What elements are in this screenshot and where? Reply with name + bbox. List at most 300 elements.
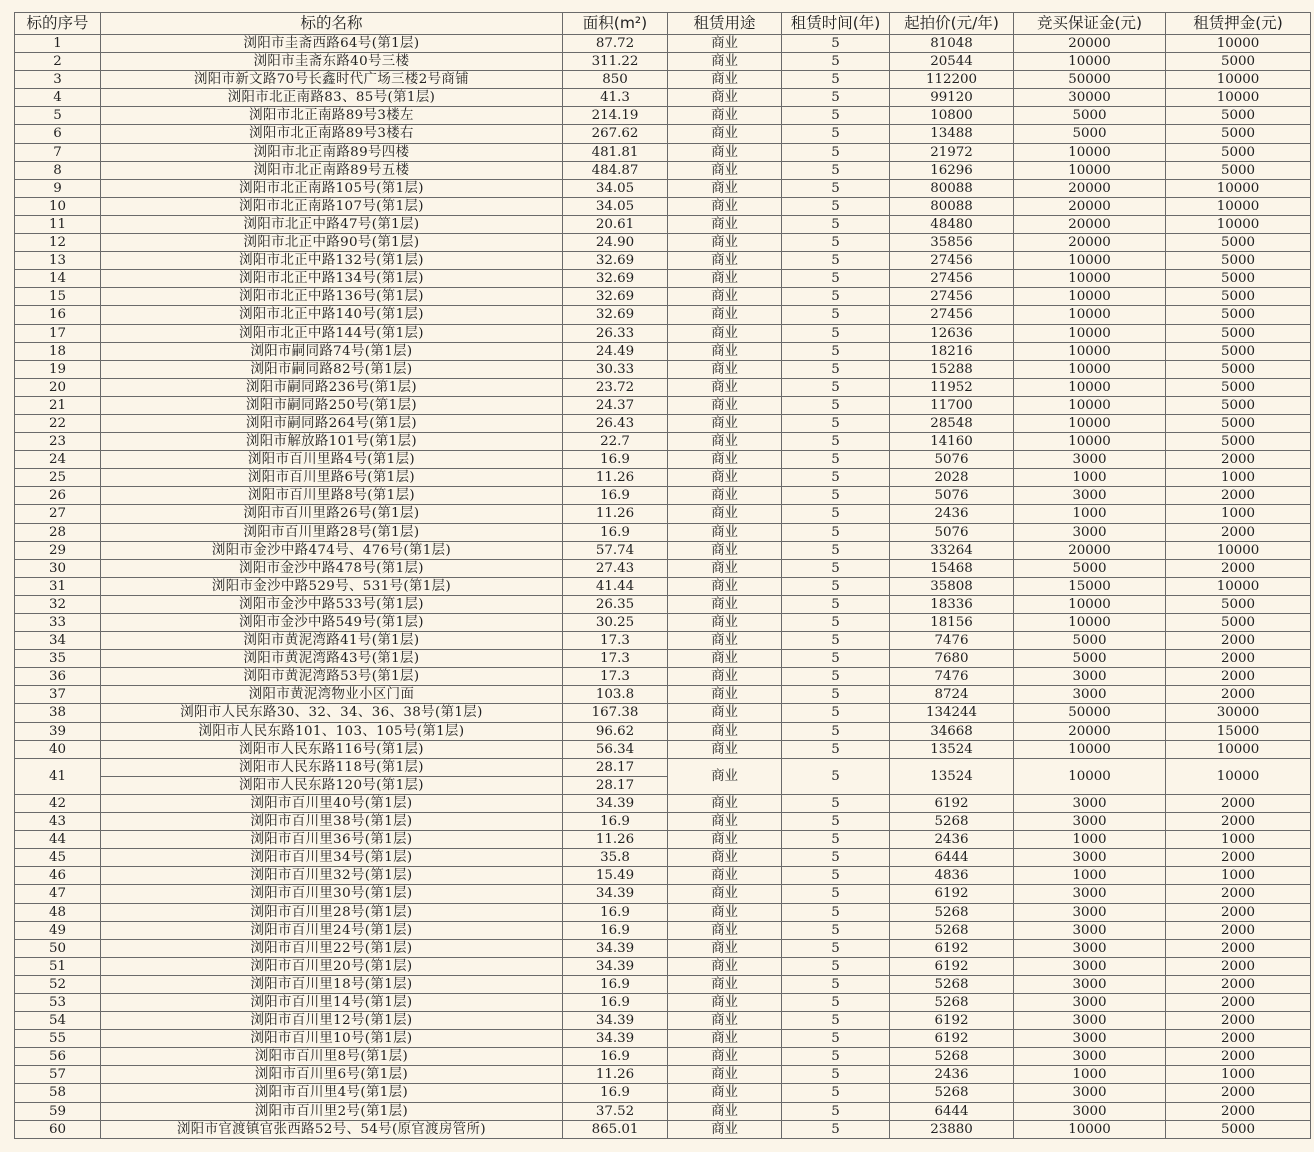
table-row [15,1048,1311,1066]
cell-index: 28 [15,523,101,541]
cell-area: 34.39 [563,1030,668,1048]
cell-index: 55 [15,1030,101,1048]
cell-pledge: 2000 [1166,957,1311,975]
cell-pledge: 2000 [1166,849,1311,867]
cell-name: 浏阳市人民东路118号(第1层) [101,758,563,776]
cell-deposit: 10000 [1014,414,1166,432]
cell-use: 商业 [668,957,782,975]
cell-name: 浏阳市嗣同路74号(第1层) [101,342,563,360]
cell-deposit: 1000 [1014,867,1166,885]
cell-deposit: 3000 [1014,1012,1166,1030]
cell-index: 19 [15,360,101,378]
cell-years: 5 [782,252,890,270]
cell-use: 商业 [668,668,782,686]
cell-years: 5 [782,107,890,125]
cell-area: 30.33 [563,360,668,378]
cell-area: 34.39 [563,957,668,975]
cell-pledge: 5000 [1166,306,1311,324]
cell-price: 2028 [890,469,1014,487]
cell-index: 57 [15,1066,101,1084]
cell-name: 浏阳市人民东路101、103、105号(第1层) [101,722,563,740]
cell-index: 34 [15,632,101,650]
cell-years: 5 [782,559,890,577]
table-row [15,469,1311,487]
cell-name: 浏阳市北正中路140号(第1层) [101,306,563,324]
table-row [15,179,1311,197]
cell-area: 23.72 [563,378,668,396]
cell-area: 41.44 [563,577,668,595]
table-row [15,993,1311,1011]
cell-area: 26.33 [563,324,668,342]
cell-name: 浏阳市百川里38号(第1层) [101,813,563,831]
cell-use: 商业 [668,632,782,650]
cell-area: 87.72 [563,35,668,53]
cell-price: 33264 [890,541,1014,559]
cell-deposit: 1000 [1014,831,1166,849]
cell-price: 18156 [890,614,1014,632]
cell-index: 25 [15,469,101,487]
cell-deposit: 5000 [1014,107,1166,125]
cell-deposit: 10000 [1014,288,1166,306]
cell-name: 浏阳市黄泥湾路53号(第1层) [101,668,563,686]
cell-pledge: 2000 [1166,813,1311,831]
table-row [15,396,1311,414]
cell-pledge: 2000 [1166,939,1311,957]
cell-name: 浏阳市百川里40号(第1层) [101,794,563,812]
cell-price: 18336 [890,595,1014,613]
cell-price: 80088 [890,179,1014,197]
cell-index: 35 [15,650,101,668]
cell-deposit: 3000 [1014,686,1166,704]
cell-pledge: 1000 [1166,831,1311,849]
cell-use: 商业 [668,197,782,215]
cell-deposit: 10000 [1014,360,1166,378]
table-row [15,867,1311,885]
cell-price: 6192 [890,939,1014,957]
cell-use: 商业 [668,921,782,939]
cell-years: 5 [782,306,890,324]
cell-use: 商业 [668,378,782,396]
cell-use: 商业 [668,360,782,378]
cell-deposit: 3000 [1014,993,1166,1011]
cell-deposit: 5000 [1014,632,1166,650]
cell-area: 41.3 [563,89,668,107]
cell-index: 17 [15,324,101,342]
cell-price: 6192 [890,1030,1014,1048]
cell-index: 12 [15,234,101,252]
cell-price: 2436 [890,505,1014,523]
cell-years: 5 [782,487,890,505]
cell-use: 商业 [668,903,782,921]
cell-price: 16296 [890,161,1014,179]
cell-price: 14160 [890,433,1014,451]
cell-years: 5 [782,414,890,432]
cell-deposit: 10000 [1014,614,1166,632]
table-row [15,650,1311,668]
cell-index: 58 [15,1084,101,1102]
cell-price: 5268 [890,1048,1014,1066]
cell-name: 浏阳市人民东路116号(第1层) [101,740,563,758]
cell-area: 16.9 [563,921,668,939]
cell-use: 商业 [668,1084,782,1102]
cell-deposit: 20000 [1014,197,1166,215]
cell-area: 26.43 [563,414,668,432]
cell-index: 15 [15,288,101,306]
cell-index: 59 [15,1102,101,1120]
cell-deposit: 3000 [1014,523,1166,541]
table-row [15,487,1311,505]
cell-use: 商业 [668,306,782,324]
cell-pledge: 2000 [1166,668,1311,686]
cell-pledge: 5000 [1166,414,1311,432]
cell-index: 44 [15,831,101,849]
cell-years: 5 [782,975,890,993]
cell-years: 5 [782,451,890,469]
cell-price: 15468 [890,559,1014,577]
cell-area: 267.62 [563,125,668,143]
cell-use: 商业 [668,849,782,867]
cell-index: 54 [15,1012,101,1030]
table-row [15,794,1311,812]
cell-use: 商业 [668,451,782,469]
cell-price: 23880 [890,1120,1014,1138]
cell-pledge: 2000 [1166,993,1311,1011]
cell-price: 5076 [890,523,1014,541]
cell-name: 浏阳市北正南路89号四楼 [101,143,563,161]
cell-name: 浏阳市百川里28号(第1层) [101,903,563,921]
cell-name: 浏阳市百川里2号(第1层) [101,1102,563,1120]
table-row [15,342,1311,360]
cell-deposit: 50000 [1014,704,1166,722]
cell-years: 5 [782,577,890,595]
cell-area: 214.19 [563,107,668,125]
cell-use: 商业 [668,252,782,270]
cell-name: 浏阳市嗣同路236号(第1层) [101,378,563,396]
cell-use: 商业 [668,487,782,505]
cell-years: 5 [782,288,890,306]
cell-name: 浏阳市百川里14号(第1层) [101,993,563,1011]
cell-name: 浏阳市百川里36号(第1层) [101,831,563,849]
cell-use: 商业 [668,1048,782,1066]
cell-pledge: 2000 [1166,1012,1311,1030]
cell-deposit: 3000 [1014,903,1166,921]
cell-pledge: 5000 [1166,53,1311,71]
cell-price: 28548 [890,414,1014,432]
table-row [15,288,1311,306]
cell-pledge: 2000 [1166,632,1311,650]
cell-name: 浏阳市圭斋西路64号(第1层) [101,35,563,53]
cell-price: 5268 [890,921,1014,939]
cell-deposit: 3000 [1014,1048,1166,1066]
cell-pledge: 5000 [1166,342,1311,360]
cell-deposit: 3000 [1014,1084,1166,1102]
table-row [15,903,1311,921]
cell-index: 41 [15,758,101,794]
cell-pledge: 1000 [1166,867,1311,885]
cell-area: 28.17 [563,758,668,776]
cell-pledge: 10000 [1166,740,1311,758]
cell-use: 商业 [668,794,782,812]
cell-years: 5 [782,35,890,53]
cell-price: 134244 [890,704,1014,722]
cell-index: 23 [15,433,101,451]
cell-index: 29 [15,541,101,559]
cell-index: 43 [15,813,101,831]
cell-price: 20544 [890,53,1014,71]
table-row [15,595,1311,613]
table-row [15,71,1311,89]
cell-use: 商业 [668,595,782,613]
cell-years: 5 [782,595,890,613]
cell-area: 865.01 [563,1120,668,1138]
table-row [15,1012,1311,1030]
cell-price: 5076 [890,451,1014,469]
table-row [15,143,1311,161]
cell-years: 5 [782,1012,890,1030]
cell-use: 商业 [668,469,782,487]
cell-area: 311.22 [563,53,668,71]
cell-area: 17.3 [563,668,668,686]
cell-area: 34.05 [563,179,668,197]
cell-price: 13524 [890,740,1014,758]
cell-pledge: 15000 [1166,722,1311,740]
cell-price: 5268 [890,813,1014,831]
cell-pledge: 2000 [1166,559,1311,577]
cell-index: 53 [15,993,101,1011]
cell-deposit: 10000 [1014,1120,1166,1138]
cell-name: 浏阳市百川里路28号(第1层) [101,523,563,541]
cell-name: 浏阳市北正中路90号(第1层) [101,234,563,252]
cell-index: 7 [15,143,101,161]
cell-use: 商业 [668,704,782,722]
cell-use: 商业 [668,686,782,704]
cell-area: 850 [563,71,668,89]
table-row [15,523,1311,541]
cell-index: 9 [15,179,101,197]
cell-name: 浏阳市北正中路134号(第1层) [101,270,563,288]
cell-area: 11.26 [563,1066,668,1084]
table-row [15,324,1311,342]
cell-pledge: 5000 [1166,234,1311,252]
cell-years: 5 [782,324,890,342]
cell-deposit: 20000 [1014,215,1166,233]
cell-deposit: 10000 [1014,306,1166,324]
cell-price: 11700 [890,396,1014,414]
cell-pledge: 5000 [1166,288,1311,306]
table-row [15,1066,1311,1084]
cell-area: 35.8 [563,849,668,867]
cell-pledge: 2000 [1166,903,1311,921]
cell-years: 5 [782,378,890,396]
table-row [15,1120,1311,1138]
cell-price: 6192 [890,794,1014,812]
cell-name: 浏阳市百川里路4号(第1层) [101,451,563,469]
cell-price: 10800 [890,107,1014,125]
table-row [15,414,1311,432]
cell-area: 11.26 [563,469,668,487]
cell-years: 5 [782,957,890,975]
cell-years: 5 [782,831,890,849]
cell-pledge: 5000 [1166,324,1311,342]
table-row [15,35,1311,53]
cell-area: 57.74 [563,541,668,559]
cell-deposit: 3000 [1014,957,1166,975]
cell-price: 35808 [890,577,1014,595]
table-row [15,505,1311,523]
cell-price: 6192 [890,1012,1014,1030]
cell-area: 32.69 [563,252,668,270]
cell-name: 浏阳市百川里路8号(第1层) [101,487,563,505]
table-row [15,125,1311,143]
cell-years: 5 [782,342,890,360]
cell-area: 16.9 [563,975,668,993]
cell-use: 商业 [668,614,782,632]
cell-name: 浏阳市金沙中路549号(第1层) [101,614,563,632]
cell-years: 5 [782,125,890,143]
cell-years: 5 [782,1102,890,1120]
cell-pledge: 5000 [1166,125,1311,143]
cell-name: 浏阳市黄泥湾路43号(第1层) [101,650,563,668]
cell-area: 16.9 [563,1048,668,1066]
cell-deposit: 20000 [1014,234,1166,252]
cell-price: 5268 [890,1084,1014,1102]
cell-price: 80088 [890,197,1014,215]
cell-pledge: 2000 [1166,451,1311,469]
cell-area: 16.9 [563,1084,668,1102]
header-deposit: 竞买保证金(元) [1014,13,1166,35]
cell-deposit: 3000 [1014,975,1166,993]
cell-years: 5 [782,215,890,233]
cell-deposit: 20000 [1014,35,1166,53]
table-row [15,921,1311,939]
cell-deposit: 10000 [1014,252,1166,270]
cell-use: 商业 [668,89,782,107]
table-row [15,378,1311,396]
cell-area: 16.9 [563,903,668,921]
cell-deposit: 10000 [1014,595,1166,613]
cell-years: 5 [782,1120,890,1138]
cell-area: 11.26 [563,831,668,849]
table-row [15,704,1311,722]
cell-index: 60 [15,1120,101,1138]
cell-deposit: 3000 [1014,1030,1166,1048]
cell-name: 浏阳市百川里20号(第1层) [101,957,563,975]
cell-name: 浏阳市北正南路107号(第1层) [101,197,563,215]
cell-use: 商业 [668,179,782,197]
cell-pledge: 5000 [1166,1120,1311,1138]
cell-index: 26 [15,487,101,505]
cell-deposit: 1000 [1014,505,1166,523]
table-row [15,686,1311,704]
cell-years: 5 [782,143,890,161]
cell-years: 5 [782,505,890,523]
cell-price: 27456 [890,306,1014,324]
cell-name: 浏阳市北正中路136号(第1层) [101,288,563,306]
cell-index: 56 [15,1048,101,1066]
cell-years: 5 [782,867,890,885]
cell-deposit: 30000 [1014,89,1166,107]
cell-use: 商业 [668,53,782,71]
table-row [15,740,1311,758]
cell-deposit: 3000 [1014,849,1166,867]
cell-pledge: 5000 [1166,433,1311,451]
table-row [15,813,1311,831]
cell-deposit: 3000 [1014,668,1166,686]
cell-use: 商业 [668,885,782,903]
cell-years: 5 [782,1066,890,1084]
cell-name: 浏阳市官渡镇官张西路52号、54号(原官渡房管所) [101,1120,563,1138]
cell-years: 5 [782,523,890,541]
cell-price: 112200 [890,71,1014,89]
cell-index: 50 [15,939,101,957]
cell-use: 商业 [668,215,782,233]
cell-use: 商业 [668,414,782,432]
cell-pledge: 2000 [1166,975,1311,993]
cell-years: 5 [782,740,890,758]
cell-deposit: 3000 [1014,487,1166,505]
cell-pledge: 5000 [1166,614,1311,632]
cell-area: 24.90 [563,234,668,252]
table-row [15,451,1311,469]
cell-name: 浏阳市百川里12号(第1层) [101,1012,563,1030]
cell-deposit: 10000 [1014,53,1166,71]
cell-deposit: 20000 [1014,722,1166,740]
cell-area: 96.62 [563,722,668,740]
cell-years: 5 [782,885,890,903]
table-row [15,89,1311,107]
table-body [15,35,1311,1139]
table-row [15,577,1311,595]
header-area: 面积(m²) [563,13,668,35]
cell-use: 商业 [668,396,782,414]
cell-index: 13 [15,252,101,270]
lease-table-wrapper [14,12,1310,1139]
cell-deposit: 3000 [1014,1102,1166,1120]
cell-pledge: 1000 [1166,469,1311,487]
cell-pledge: 5000 [1166,378,1311,396]
cell-area: 16.9 [563,487,668,505]
table-row [15,197,1311,215]
cell-deposit: 10000 [1014,143,1166,161]
cell-index: 46 [15,867,101,885]
cell-pledge: 2000 [1166,686,1311,704]
cell-use: 商业 [668,975,782,993]
cell-deposit: 3000 [1014,885,1166,903]
cell-price: 35856 [890,234,1014,252]
cell-years: 5 [782,704,890,722]
cell-name: 浏阳市黄泥湾路41号(第1层) [101,632,563,650]
cell-index: 16 [15,306,101,324]
cell-index: 24 [15,451,101,469]
cell-area: 481.81 [563,143,668,161]
cell-years: 5 [782,469,890,487]
table-row [15,668,1311,686]
cell-area: 22.7 [563,433,668,451]
table-row [15,53,1311,71]
cell-years: 5 [782,396,890,414]
cell-deposit: 20000 [1014,179,1166,197]
cell-use: 商业 [668,342,782,360]
cell-price: 11952 [890,378,1014,396]
cell-use: 商业 [668,1066,782,1084]
cell-area: 34.39 [563,939,668,957]
cell-use: 商业 [668,831,782,849]
cell-area: 17.3 [563,632,668,650]
cell-area: 34.39 [563,885,668,903]
cell-name: 浏阳市金沙中路478号(第1层) [101,559,563,577]
cell-index: 27 [15,505,101,523]
cell-price: 8724 [890,686,1014,704]
